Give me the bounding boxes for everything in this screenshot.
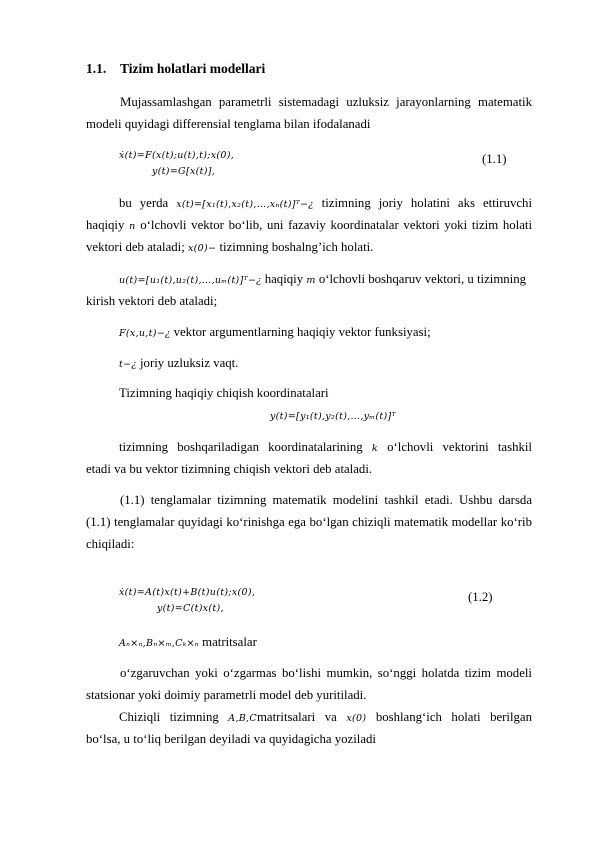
def-F: F(x,u,t)−¿ vektor argumentlarning haqiqiy vektor funksiyasi; xyxy=(119,325,431,339)
equation-1-1-number: (1.1) xyxy=(482,152,507,166)
section-title: Tizim holatlari modellari xyxy=(120,61,266,76)
def-t: t−¿ joriy uzluksiz vaqt. xyxy=(119,356,239,370)
linear-intro-paragraph: (1.1) tenglamalar tizimning matematik modelini tashkil etadi. Ushbu darsda (1.1) tenglamalar quyidagi ko‘rinishga ega bo‘lgan chiziqli matematik modellar ko‘rib chiqiladi: xyxy=(86,493,532,551)
control-vector-formula: u(t)=[u₁(t),u₂(t),…,uₘ(t)]ᵀ−¿ xyxy=(119,275,262,286)
output-vector-formula: y(t)=[y₁(t),y₂(t),…,yₘ(t)]ᵀ xyxy=(270,411,396,422)
def-x-line1: bu yerda x(t)=[x₁(t),x₂(t),…,xₙ(t)]ᵀ−¿ tizimning joriy holatini aks ettiruvchi xyxy=(119,196,532,210)
output-intro: Tizimning haqiqiy chiqish koordinatalari xyxy=(119,386,329,400)
final-line1: Chiziqli tizimning A,B,Cmatritsalari va x(0) boshlang‘ich holati berilgan xyxy=(119,710,532,724)
matrices-line: Aₙ×ₙ,Bₙ×ₘ,Cₖ×ₙ matritsalar xyxy=(119,635,257,649)
state-vector-formula: x(t)=[x₁(t),x₂(t),…,xₙ(t)]ᵀ−¿ xyxy=(176,199,314,210)
stationary-paragraph: o‘zgaruvchan yoki o‘zgarmas bo‘lishi mumkin, so‘nggi holatda tizim modeli statsionar yoki doimiy parametrli model deb yuritiladi. xyxy=(86,666,532,702)
def-u-line1: u(t)=[u₁(t),u₂(t),…,uₘ(t)]ᵀ−¿ haqiqiy m o‘lchovli boshqaruv vektori, u tizimning xyxy=(119,272,527,286)
equation-1-1-line2: y(t)=G[x(t)], xyxy=(152,166,216,177)
intro-paragraph xyxy=(86,92,532,136)
equation-1-2-line1: ẋ(t)=A(t)x(t)+B(t)u(t);x(0), xyxy=(119,587,256,598)
output-def-line2: etadi va bu vektor tizimning chiqish vektori deb ataladi. xyxy=(86,462,373,476)
def-x-line3: vektori deb ataladi; x(0)− tizimning boshalng’ich holati. xyxy=(86,240,374,254)
output-def-line1: tizimning boshqariladigan koordinatalarining k o‘lchovli vektorini tashkil xyxy=(119,440,532,454)
equation-1-1-line1: ẋ(t)=F(x(t);u(t),t);x(0), xyxy=(119,150,235,161)
final-line2: bo‘lsa, u to‘liq berilgan deyiladi va quyidagicha yoziladi xyxy=(86,732,376,746)
equation-1-2-line2: y(t)=C(t)x(t), xyxy=(157,603,224,614)
def-x-line2: haqiqiy n o‘lchovli vektor bo‘lib, uni fazaviy koordinatalar vektori yoki tizim holati xyxy=(86,218,532,232)
equation-1-2-number: (1.2) xyxy=(468,590,493,604)
section-heading xyxy=(86,61,265,77)
section-number: 1.1. xyxy=(86,61,107,76)
def-u-line2: kirish vektori deb ataladi; xyxy=(86,294,218,308)
intro-text: Mujassamlashgan parametrli sistemadagi uzluksiz jarayonlarning matematik modeli quyidagi differensial tenglama bilan ifodalanadi xyxy=(86,95,532,131)
